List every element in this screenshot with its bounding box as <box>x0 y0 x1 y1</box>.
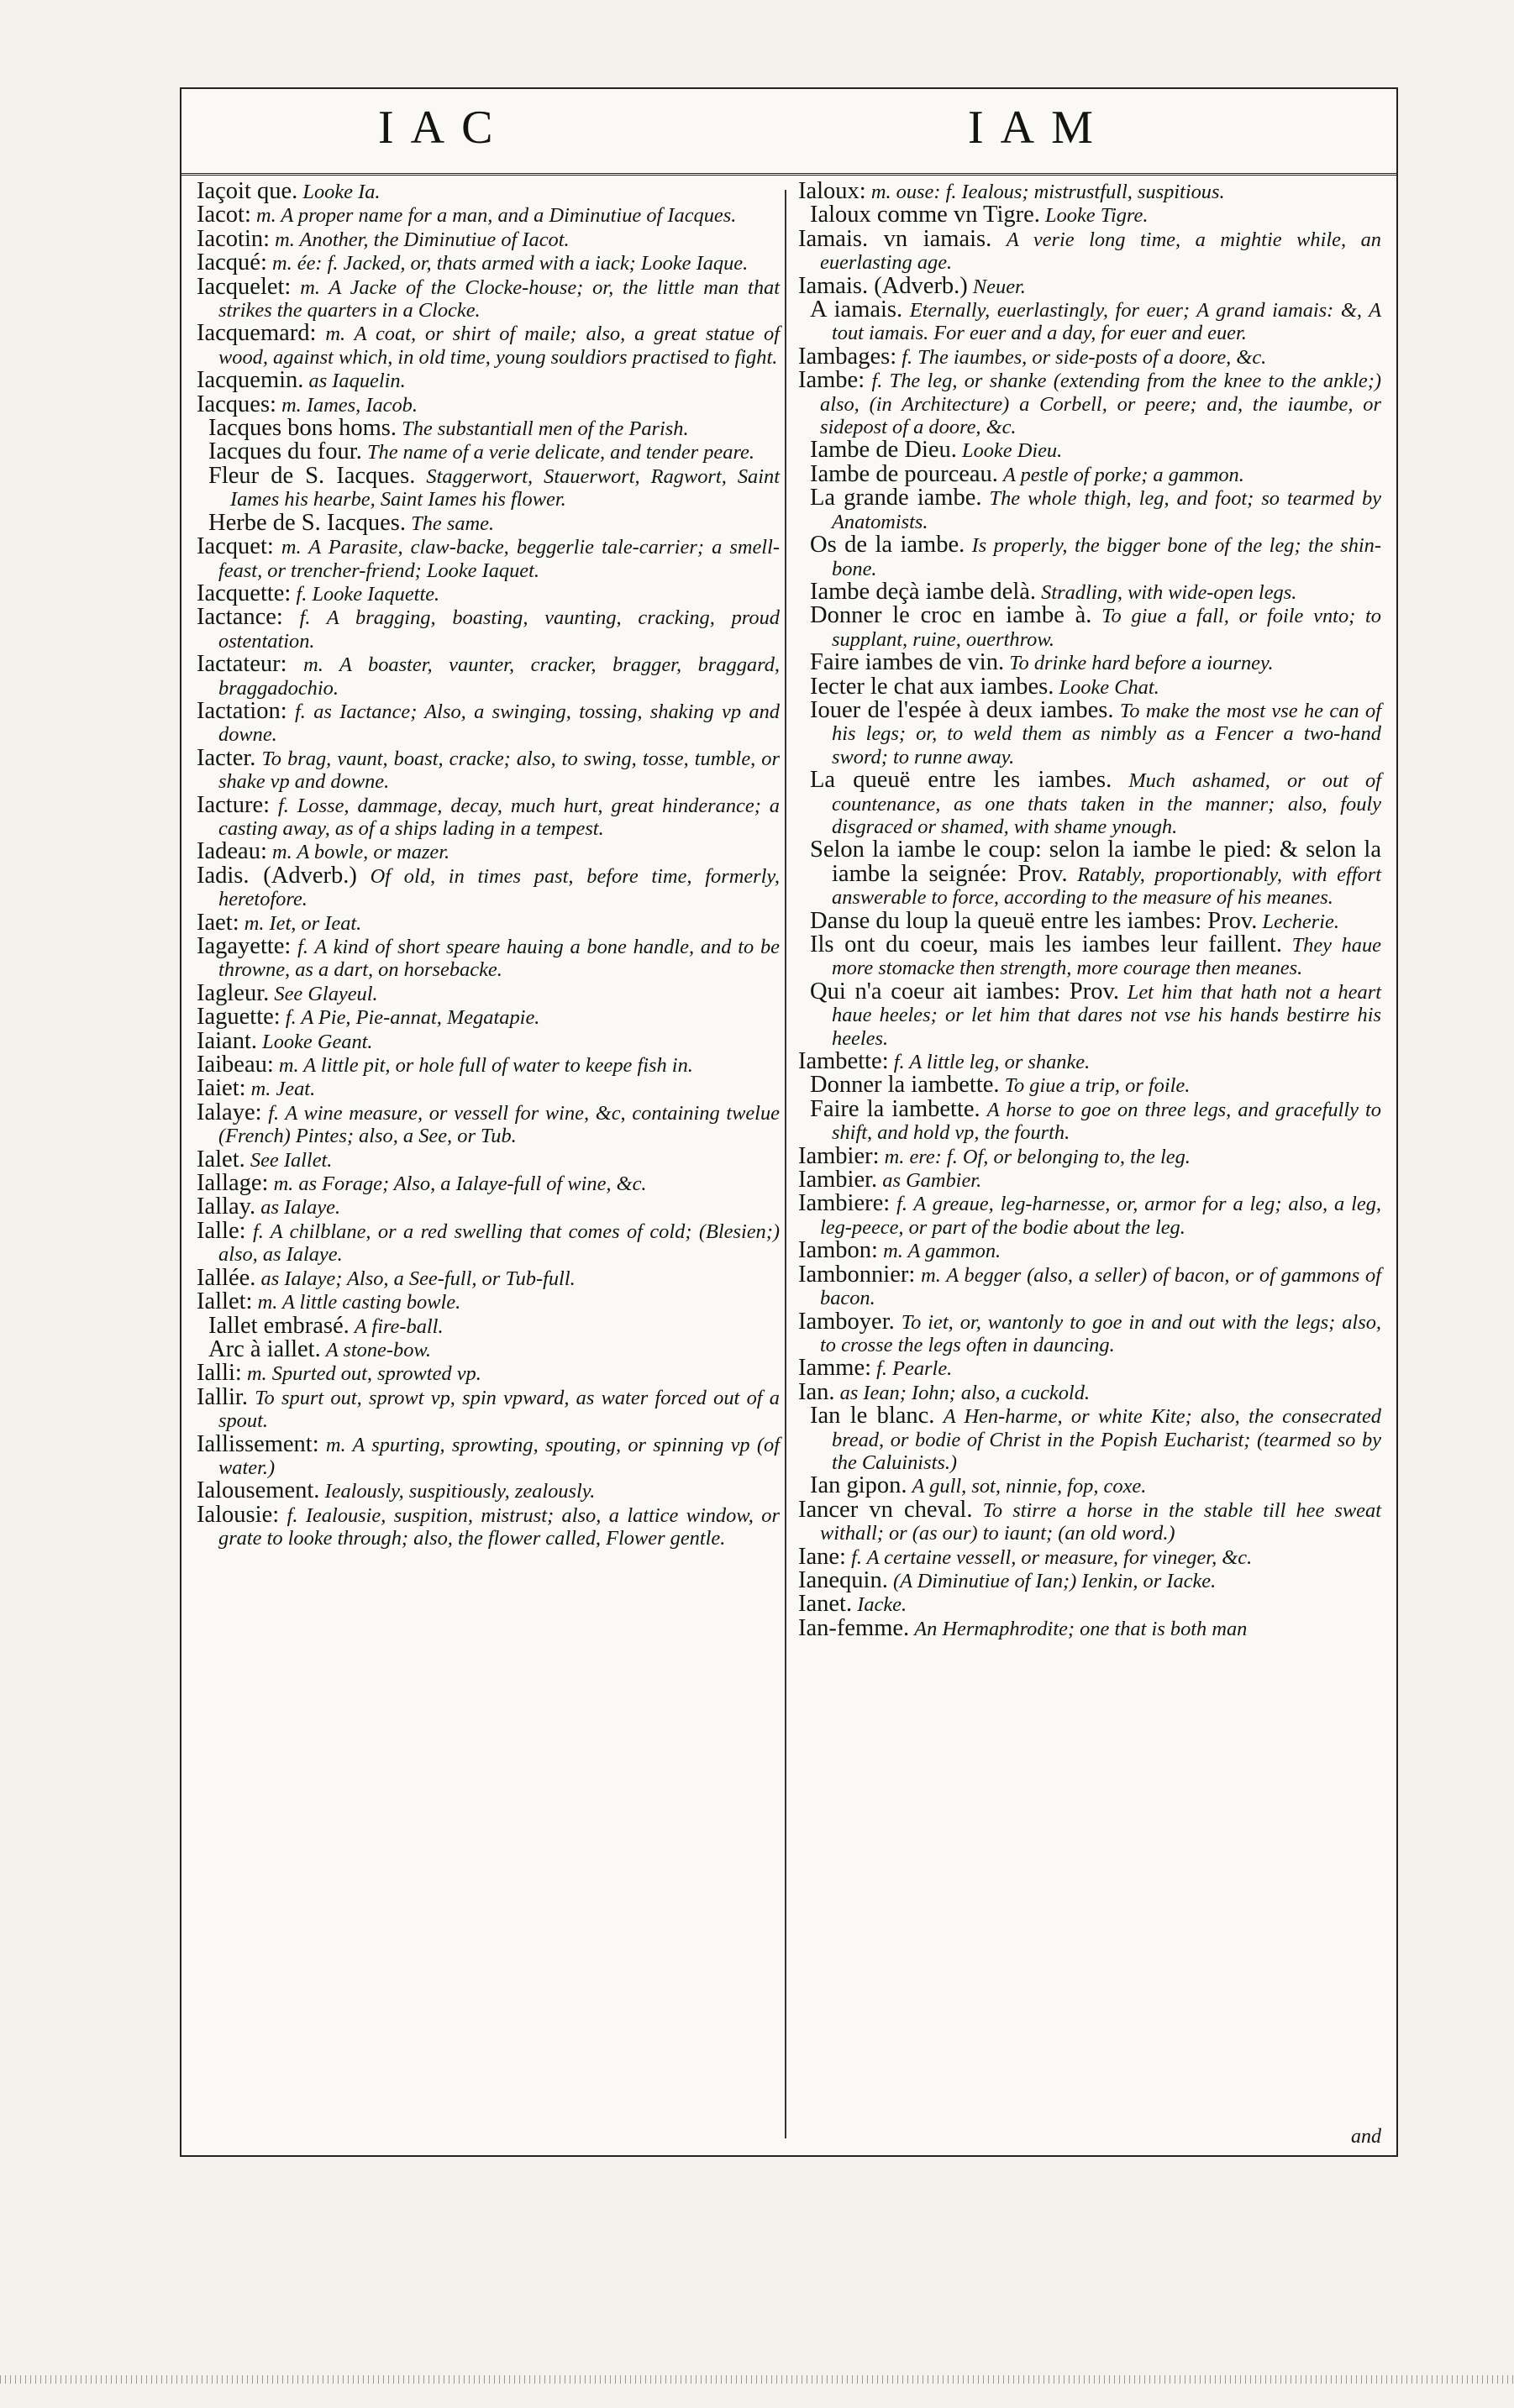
headword: Ils ont du coeur, mais les iambes leur faillent. <box>810 931 1282 957</box>
headword: Faire iambes de vin. <box>810 649 1005 676</box>
headword: Iacques bons homs. <box>208 415 397 442</box>
definition: m. ée: f. Jacked, or, thats armed with a iack; Looke Iaque. <box>271 252 749 275</box>
definition: Neuer. <box>972 275 1026 298</box>
dictionary-entry <box>197 1264 780 1291</box>
headword: Donner le croc en iambe à. <box>810 602 1092 629</box>
headword: Iacquemard: <box>197 320 317 347</box>
dictionary-entry <box>798 1498 1381 1545</box>
dictionary-entry <box>798 345 1381 369</box>
dictionary-entry <box>197 1172 780 1195</box>
page-bottom-edge <box>0 2375 1514 2384</box>
definition: A Hen-harme, or white Kite; also, the consecrated bread, or bodie of Christ in the Popish Eucharist; (tearmed so by the Caluinists.) <box>832 1405 1381 1474</box>
headword: Iacture: <box>197 791 271 818</box>
definition: Ratably, proportionably, with effort answerable to force, according to the measure of his meanes. <box>832 863 1381 910</box>
dictionary-entry <box>798 1545 1381 1569</box>
definition: Looke Ia. <box>302 181 381 203</box>
dictionary-entry <box>798 1474 1381 1498</box>
headword: Iacquette: <box>197 580 292 606</box>
definition: The same. <box>411 512 495 535</box>
definition: f. A kind of short speare hauing a bone handle, and to be throwne, as a dart, on horsebacke. <box>218 936 780 982</box>
definition: To spurt out, sprowt vp, spin vpward, as water forced out of a spout. <box>218 1386 781 1433</box>
page-frame <box>180 87 1398 2157</box>
headword: Iactateur: <box>197 651 287 678</box>
definition: Stradling, with wide-open legs. <box>1041 580 1297 604</box>
headword: Iambier: <box>798 1142 880 1169</box>
headword: Iecter le chat aux iambes. <box>810 673 1054 700</box>
header-rule <box>181 173 1396 176</box>
headword: Iacquelet: <box>197 273 292 300</box>
definition: f. The iaumbes, or side-posts of a doore, &c. <box>902 345 1267 369</box>
dictionary-entry <box>197 393 780 417</box>
headword: Iaibeau: <box>197 1052 274 1078</box>
dictionary-entry <box>798 272 1381 299</box>
headword: Ialli: <box>197 1360 242 1387</box>
definition: To giue a fall, or foile vnto; to supplant, ruine, ouerthrow. <box>832 605 1381 651</box>
definition: f. A bragging, boasting, vaunting, cracking, proud ostentation. <box>218 606 780 653</box>
dictionary-entry <box>798 1073 1381 1097</box>
dictionary-entry <box>798 533 1381 580</box>
definition: Looke Tigre. <box>1045 204 1149 228</box>
column-divider <box>785 190 786 2138</box>
definition: m. A Parasite, claw-backe, beggerlie tale-carrier; a smell-feast, or trencher-friend; Looke Iaquet. <box>218 536 780 582</box>
headword: Ian-femme. <box>798 1614 910 1641</box>
dictionary-entry <box>197 417 780 440</box>
dictionary-entry <box>197 1290 780 1314</box>
definition: See Glayeul. <box>274 982 378 1005</box>
headword: Iallir. <box>197 1383 248 1410</box>
headword: Iacques du four. <box>208 438 362 465</box>
dictionary-entry <box>798 1168 1381 1192</box>
dictionary-entry <box>798 1356 1381 1380</box>
right-column <box>798 180 1381 1640</box>
dictionary-entry <box>197 1361 780 1385</box>
definition: m. A little casting bowle. <box>257 1291 461 1314</box>
dictionary-entry <box>197 1148 780 1172</box>
dictionary-entry <box>197 464 780 512</box>
headword: Arc à iallet. <box>208 1335 321 1362</box>
headword: Iallée. <box>197 1264 256 1291</box>
headword: Os de la iambe. <box>810 532 965 559</box>
definition: f. as Iactance; Also, a swinging, tossing, shaking vp and downe. <box>218 700 780 747</box>
definition: m. A spurting, sprowting, spouting, or spinning vp (of water.) <box>218 1433 780 1479</box>
definition: as Ialaye; Also, a See-full, or Tub-full. <box>260 1267 576 1290</box>
definition: m. A proper name for a man, and a Diminutiue of Iacques. <box>256 204 737 228</box>
headword: Iambier. <box>798 1167 878 1194</box>
dictionary-entry <box>197 979 780 1006</box>
headword: Danse du loup la queuë entre les iambes: Prov. <box>810 907 1258 934</box>
definition: They haue more stomacke then strength, more courage then meanes. <box>832 934 1381 980</box>
definition: m. ouse: f. Iealous; mistrustfull, suspitious. <box>870 181 1225 203</box>
headword: Ialaye: <box>197 1099 262 1125</box>
definition: as Gambier. <box>882 1169 982 1193</box>
definition: Staggerwort, Stauerwort, Ragwort, Saint Iames his hearbe, Saint Iames his flower. <box>230 464 780 512</box>
dictionary-entry <box>197 1077 780 1100</box>
headword: La grande iambe. <box>810 485 982 512</box>
headword: Iallage: <box>197 1170 269 1197</box>
dictionary-entry <box>197 203 780 227</box>
headword: Ian gipon. <box>810 1472 907 1499</box>
definition: Let him that hath not a heart haue heeles; or let him that dares not vse his hands bestirre his heeles. <box>832 980 1381 1050</box>
headword: Iambette: <box>798 1048 889 1075</box>
definition: To brag, vaunt, boast, cracke; also, to swing, tosse, tumble, or shake vp and downe. <box>218 747 780 794</box>
definition: f. Looke Iaquette. <box>296 582 440 606</box>
dictionary-entry <box>798 486 1381 533</box>
definition: m. Spurted out, sprowted vp. <box>246 1362 481 1386</box>
headword: Iambon: <box>798 1237 878 1264</box>
headword: Iallay. <box>197 1194 256 1220</box>
dictionary-entry <box>798 1142 1381 1169</box>
dictionary-entry <box>798 298 1381 345</box>
definition: A horse to goe on three legs, and gracefully to shift, and hold vp, the fourth. <box>832 1098 1382 1145</box>
dictionary-entry <box>197 1027 780 1054</box>
headword: Iacques: <box>197 391 276 417</box>
definition: Looke Chat. <box>1059 675 1159 699</box>
left-column-header: IAC <box>378 102 510 154</box>
dictionary-entry <box>197 744 780 794</box>
dictionary-entry <box>798 696 1381 769</box>
dictionary-entry <box>197 697 780 747</box>
headword: Iagayette: <box>197 933 292 959</box>
definition: A pestle of porke; a gammon. <box>1003 463 1244 486</box>
definition: See Iallet. <box>250 1148 333 1172</box>
dictionary-entry <box>798 1404 1381 1474</box>
definition: The substantiall men of the Parish. <box>402 417 689 441</box>
definition: Of old, in times past, before time, formerly, heretofore. <box>218 864 780 911</box>
headword: Iaiant. <box>197 1027 258 1054</box>
dictionary-entry <box>798 769 1381 838</box>
headword: Iouer de l'espée à deux iambes. <box>810 696 1114 723</box>
dictionary-entry <box>798 1263 1381 1310</box>
definition: m. A begger (also, a seller) of bacon, or of gammons of bacon. <box>820 1263 1381 1310</box>
dictionary-entry <box>197 275 780 323</box>
dictionary-entry <box>197 840 780 863</box>
definition: f. A certaine vessell, or measure, for vineger, &c. <box>851 1545 1253 1569</box>
definition: m. A bowle, or mazer. <box>271 841 450 864</box>
definition: f. The leg, or shanke (extending from the knee to the ankle;) also, (in Architecture) a Corbell, or peere; and, the iaumbe, or sidepost of a doore, &c. <box>820 370 1381 439</box>
headword: Iamboyer. <box>798 1308 895 1335</box>
headword: Iamme: <box>798 1355 872 1382</box>
headword: Faire la iambette. <box>810 1095 980 1122</box>
definition: Eternally, euerlastingly, for euer; A grand iamais: &, A tout iamais. For euer and a day, for euer and euer. <box>832 299 1381 345</box>
dictionary-entry <box>798 1192 1381 1239</box>
definition: m. A little pit, or hole full of water to keepe fish in. <box>278 1054 693 1078</box>
dictionary-entry <box>798 203 1381 227</box>
dictionary-entry <box>197 1335 780 1362</box>
dictionary-entry <box>197 653 780 700</box>
dictionary-entry <box>798 1614 1381 1641</box>
dictionary-entry <box>798 438 1381 462</box>
definition: (A Diminutiue of Ian;) Ienkin, or Iacke. <box>892 1569 1217 1592</box>
definition: m. A boaster, vaunter, cracker, bragger, braggard, braggadochio. <box>218 653 780 700</box>
headword: Iambe: <box>798 367 865 394</box>
definition: m. A gammon. <box>883 1240 1001 1263</box>
dictionary-entry <box>798 225 1381 275</box>
headword: Ian. <box>798 1378 835 1405</box>
definition: m. Jeat. <box>250 1078 316 1101</box>
dictionary-entry <box>197 606 780 653</box>
headword: Iamais. vn iamais. <box>798 225 992 252</box>
dictionary-entry <box>197 225 780 252</box>
definition: f. A Pie, Pie-annat, Megatapie. <box>285 1006 540 1030</box>
definition: A stone-bow. <box>325 1338 431 1361</box>
dictionary-entry <box>798 1050 1381 1073</box>
headword: Iacqué: <box>197 249 267 276</box>
right-column-header: IAM <box>968 102 1110 154</box>
headword: Ian le blanc. <box>810 1403 935 1430</box>
dictionary-entry <box>798 907 1381 934</box>
definition: f. Iealousie, suspition, mistrust; also, a lattice window, or grate to looke through; also, the flower called, Flower gentle. <box>218 1503 780 1550</box>
definition: m. as Forage; Also, a Ialaye-full of wine, &c. <box>273 1173 647 1196</box>
headword: Iallet embrasé. <box>208 1312 350 1339</box>
dictionary-entry <box>197 935 780 982</box>
headword: Iacquet: <box>197 533 274 560</box>
headword: La queuë entre les iambes. <box>810 767 1112 794</box>
headword: Iane: <box>798 1543 846 1570</box>
headword: Ianequin. <box>798 1566 888 1593</box>
definition: m. Another, the Diminutiue of Iacot. <box>275 228 570 251</box>
definition: as Iaquelin. <box>308 370 406 393</box>
headword: Iaçoit que. <box>197 178 298 204</box>
headword: Iambe de Dieu. <box>810 437 957 464</box>
headword: Iambe deçà iambe delà. <box>810 578 1037 605</box>
dictionary-entry <box>197 1314 780 1338</box>
definition: m. Iames, Iacob. <box>281 393 418 417</box>
headword: Iaguette: <box>197 1004 281 1031</box>
left-column <box>197 180 780 1550</box>
headword: Iallissement: <box>197 1430 319 1457</box>
dictionary-entry <box>197 322 780 369</box>
headword: Fleur de S. Iacques. <box>208 462 416 489</box>
dictionary-entry <box>798 1095 1382 1145</box>
headword: Ianet. <box>798 1591 853 1618</box>
dictionary-entry <box>197 864 780 911</box>
headword: Iagleur. <box>197 979 270 1006</box>
headword: Ialet. <box>197 1146 245 1173</box>
headword: Iancer vn cheval. <box>798 1496 973 1523</box>
dictionary-entry <box>197 1217 780 1267</box>
definition: f. Pearle. <box>876 1357 953 1381</box>
dictionary-entry <box>197 1503 780 1550</box>
dictionary-entry <box>197 1195 780 1219</box>
dictionary-entry <box>798 1310 1381 1357</box>
dictionary-entry <box>798 1378 1381 1405</box>
definition: Looke Dieu. <box>962 439 1063 463</box>
definition: Iealously, suspitiously, zealously. <box>324 1480 596 1503</box>
definition: Looke Geant. <box>262 1030 373 1053</box>
dictionary-entry <box>798 604 1381 651</box>
headword: Iadis. (Adverb.) <box>197 862 357 889</box>
headword: Iaet: <box>197 909 239 936</box>
definition: An Hermaphrodite; one that is both man <box>914 1617 1248 1640</box>
dictionary-entry <box>798 651 1381 674</box>
dictionary-entry <box>798 580 1381 604</box>
headword: Iamais. (Adverb.) <box>798 272 968 299</box>
headword: Iacquemin. <box>197 367 304 394</box>
definition: m. A coat, or shirt of maile; also, a great statue of wood, against which, in old time, young souldiors practised to fight. <box>218 323 780 369</box>
catchword: and <box>1351 2126 1381 2148</box>
definition: To giue a trip, or foile. <box>1004 1074 1191 1098</box>
definition: A gull, sot, ninnie, fop, coxe. <box>912 1475 1147 1498</box>
dictionary-entry <box>197 180 780 203</box>
definition: Much ashamed, or out of countenance, as one thats taken in the manner; also, fouly disgraced or shamed, with shame ynough. <box>832 769 1382 838</box>
definition: To iet, or, wantonly to goe in and out with the legs; also, to crosse the legs often in dauncing. <box>820 1310 1381 1356</box>
definition: The name of a verie delicate, and tender peare. <box>366 441 754 464</box>
dictionary-entry <box>798 675 1381 699</box>
headword: Ialle: <box>197 1217 246 1244</box>
definition: Iacke. <box>857 1593 907 1617</box>
headword: Herbe de S. Iacques. <box>208 509 407 536</box>
definition: A verie long time, a mightie while, an euerlasting age. <box>820 228 1381 275</box>
definition: Is properly, the bigger bone of the leg; the shin-bone. <box>832 534 1381 580</box>
headword: Qui n'a coeur ait iambes: Prov. <box>810 978 1120 1005</box>
headword: Selon la iambe le coup: selon la iambe le pied: & selon la iambe la seignée: Prov. <box>810 837 1381 887</box>
headword: Iacter. <box>197 744 256 771</box>
dictionary-entry <box>798 1566 1381 1593</box>
headword: Iaiet: <box>197 1075 246 1102</box>
headword: Iambages: <box>798 343 897 370</box>
headword: Iadeau: <box>197 838 267 865</box>
dictionary-entry <box>798 1592 1381 1616</box>
definition: m. ere: f. Of, or belonging to, the leg. <box>884 1145 1191 1168</box>
dictionary-entry <box>798 980 1381 1050</box>
headword: Ialousement. <box>197 1477 320 1504</box>
dictionary-entry <box>197 1430 780 1480</box>
headword: Iactation: <box>197 697 287 724</box>
definition: The whole thigh, leg, and foot; so tearmed by Anatomists. <box>832 487 1382 533</box>
dictionary-entry <box>197 1101 780 1148</box>
definition: as Iean; Iohn; also, a cuckold. <box>839 1381 1090 1404</box>
definition: as Ialaye. <box>260 1196 341 1220</box>
dictionary-entry <box>798 180 1381 203</box>
definition: Lecherie. <box>1262 910 1339 933</box>
definition: To stirre a horse in the stable till hee sweat withall; or (as our) to iaunt; (an old word.) <box>820 1498 1381 1545</box>
dictionary-entry <box>197 535 780 582</box>
definition: f. A wine measure, or vessell for wine, &c, containing twelue (French) Pintes; also, a See, or Tub. <box>218 1101 780 1148</box>
definition: f. Losse, dammage, decay, much hurt, great hinderance; a casting away, as of a ships lading in a tempest. <box>218 794 780 840</box>
dictionary-entry <box>197 509 780 536</box>
definition: f. A chilblane, or a red swelling that comes of cold; (Blesien;) also, as Ialaye. <box>218 1220 780 1267</box>
headword: Iambonnier: <box>798 1261 916 1288</box>
headword: Iallet: <box>197 1288 253 1315</box>
headword: Iactance: <box>197 604 283 631</box>
dictionary-entry <box>197 582 780 606</box>
dictionary-entry <box>197 791 780 841</box>
dictionary-entry <box>798 369 1381 438</box>
dictionary-entry <box>798 460 1381 487</box>
definition: A fire-ball. <box>354 1314 444 1338</box>
headword: Donner la iambette. <box>810 1072 1000 1099</box>
dictionary-entry <box>197 1053 780 1077</box>
dictionary-entry <box>197 440 780 464</box>
definition: f. A greaue, leg-harnesse, or, armor for a leg; also, a leg, leg-peece, or part of the bodie about the leg. <box>820 1193 1381 1239</box>
dictionary-entry <box>798 933 1381 980</box>
headword: Ialousie: <box>197 1501 280 1528</box>
dictionary-entry <box>197 911 780 935</box>
headword: Ialoux: <box>798 178 866 204</box>
dictionary-entry <box>197 1005 780 1029</box>
dictionary-entry <box>197 369 780 392</box>
headword: Iacot: <box>197 202 251 228</box>
definition: m. A Jacke of the Clocke-house; or, the little man that strikes the quarters in a Clocke. <box>218 275 780 323</box>
definition: m. Iet, or Ieat. <box>244 911 362 935</box>
dictionary-entry <box>197 1479 780 1503</box>
dictionary-entry <box>197 251 780 275</box>
dictionary-entry <box>798 1239 1381 1262</box>
headword: Iambe de pourceau. <box>810 460 998 487</box>
headword: Iambiere: <box>798 1190 891 1217</box>
headword: Ialoux comme vn Tigre. <box>810 202 1040 228</box>
headword: A iamais. <box>810 296 903 323</box>
dictionary-entry <box>798 838 1381 909</box>
headword: Iacotin: <box>197 225 271 252</box>
dictionary-entry <box>197 1383 781 1433</box>
definition: To make the most vse he can of his legs; or, to weld them as nimbly as a Fencer a two-hand sword; to runne away. <box>832 699 1381 769</box>
definition: f. A little leg, or shanke. <box>893 1051 1091 1074</box>
definition: To drinke hard before a iourney. <box>1009 652 1274 675</box>
